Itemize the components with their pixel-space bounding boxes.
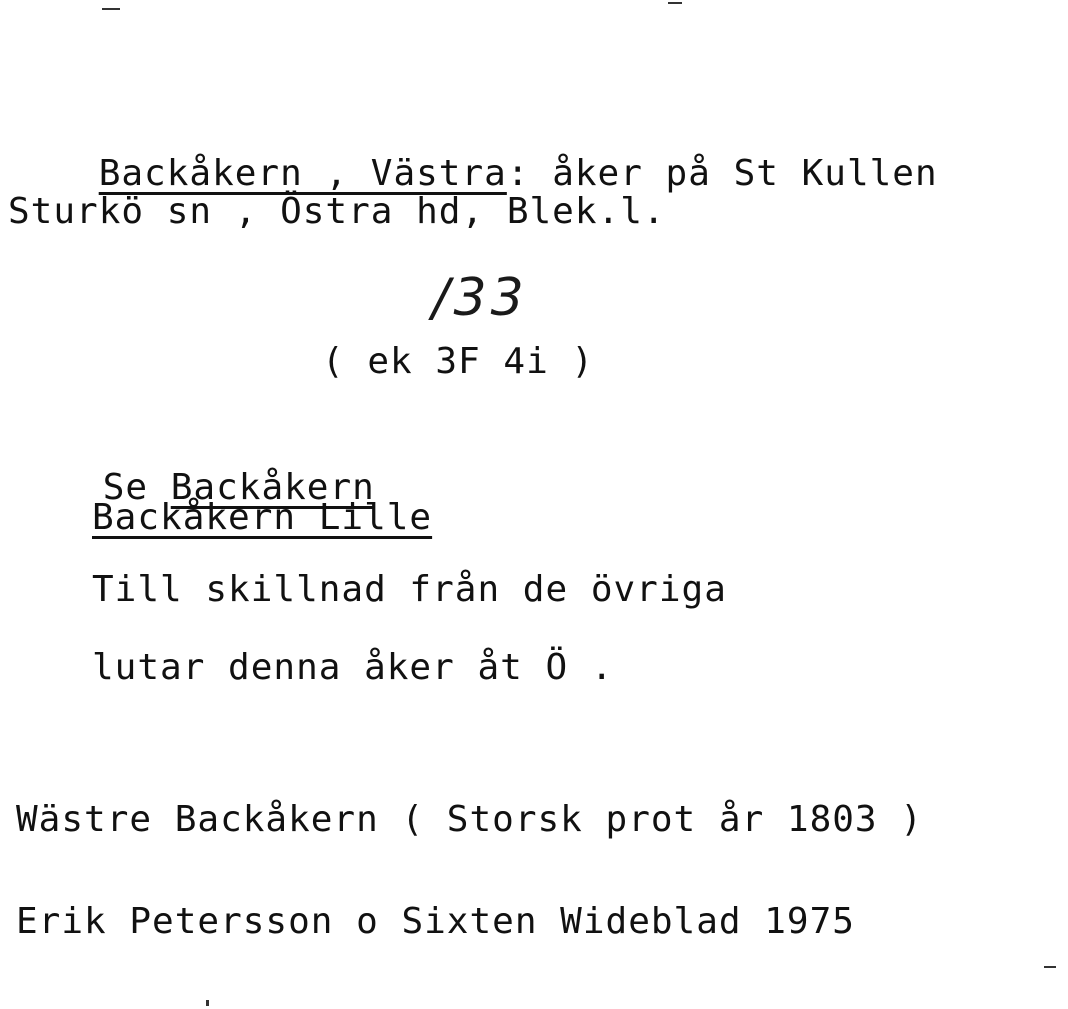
note-line-2: lutar denna åker åt Ö . xyxy=(92,647,614,688)
note-line-1: Till skillnad från de övriga xyxy=(92,569,727,610)
see-reference-2: Backåkern Lille xyxy=(92,497,433,538)
scan-speck xyxy=(1044,966,1056,968)
scan-speck xyxy=(206,1000,209,1006)
card-number: /33 xyxy=(432,268,528,328)
source-line: Wästre Backåkern ( Storsk prot år 1803 ) xyxy=(16,799,923,840)
see-prefix: Se xyxy=(102,467,149,508)
see-reference-1: Backåkern xyxy=(170,467,375,508)
location-line: Sturkö sn , Östra hd, Blek.l. xyxy=(8,191,666,232)
place-name: Backåkern , Västra xyxy=(98,153,507,194)
informants-line: Erik Petersson o Sixten Wideblad 1975 xyxy=(16,901,855,942)
place-description: : åker på St Kullen xyxy=(506,153,938,194)
scan-speck xyxy=(668,2,682,4)
map-code: ( ek 3F 4i ) xyxy=(322,341,595,382)
scan-speck xyxy=(102,8,120,10)
